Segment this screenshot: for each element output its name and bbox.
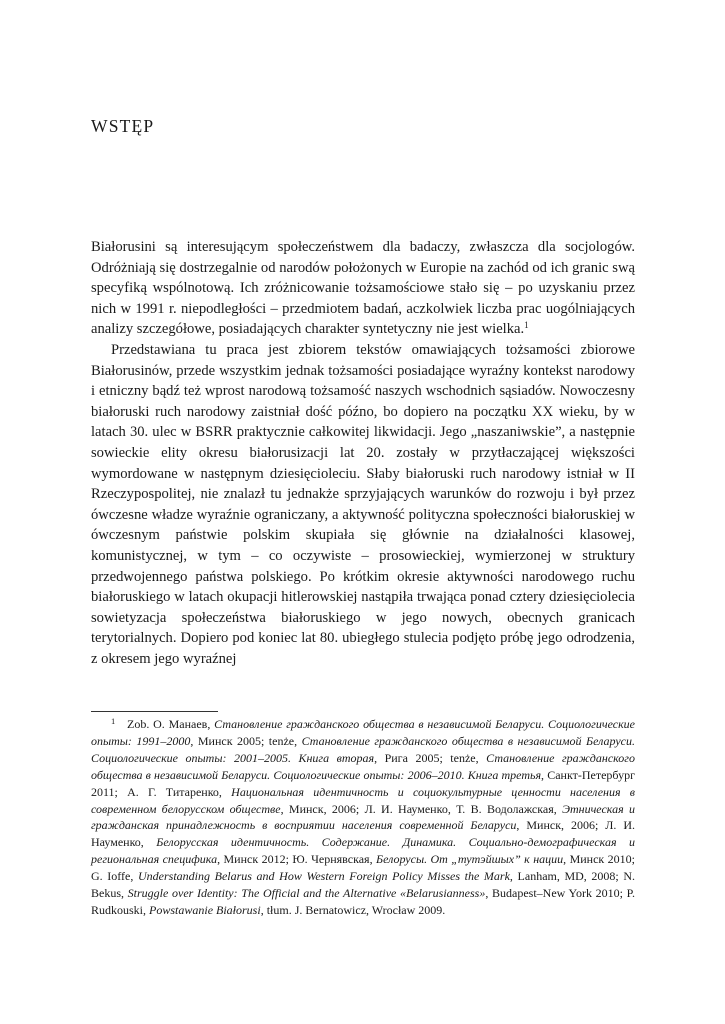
main-text bbox=[91, 237, 635, 669]
footnote-1 bbox=[91, 716, 635, 919]
footnote-title: Powstawanie Białorusi bbox=[149, 902, 261, 917]
footnote-divider bbox=[91, 711, 218, 712]
footnote-segment: , Lanham, MD, 2008; N. Bekus, bbox=[91, 869, 636, 901]
footnote-title: Становление гражданского общества в независимой Беларуси. Социологические опыты: 1991–2000 bbox=[91, 717, 636, 748]
paragraph-1-text: Białorusini są interesującym społeczeństwem dla badaczy, zwłaszcza dla socjologów. Odróżniają się dostrzegalnie od narodów położonych w Europie na zachód od ich granic swą specyfiką wspólnotową. Ich zróżnicowanie tożsamościowe stało się – po uzyskaniu przez nich w 1991 r. niepodległości – przedmiotem badań, aczkolwiek liczba prac uogólniających analizy szczegółowe, posiadających charakter syntetyczny nie jest wielka. bbox=[91, 239, 635, 338]
footnote-title: Национальная идентичность и социокультурные ценности населения в современном белорусском обществе bbox=[91, 784, 635, 816]
footnote-title: Struggle over Identity: The Official and the Alternative «Belarusianness» bbox=[127, 886, 486, 901]
footnote-segment: , Минск 2012; Ю. Чернявская, bbox=[217, 852, 376, 867]
footnote-title: Этническая и гражданская принадлежность в восприятии населения современной Беларуси bbox=[91, 801, 636, 833]
footnote-title: Белорусская идентичность. Содержание. Динамика. Социально-демографическая и региональная специфика bbox=[91, 835, 635, 867]
footnote-segment: , Минск 2010; G. Ioffe, bbox=[91, 852, 635, 884]
footnote-title: Становление гражданского общества в независимой Беларуси. Социологические опыты: 2001–2005. Книга вторая bbox=[91, 733, 635, 765]
paragraph-1 bbox=[91, 237, 635, 340]
paragraph-2: Przedstawiana tu praca jest zbiorem tekstów omawiających tożsamości zbiorowe Białorusinów, przede wszystkim jednak tożsamości posiadające wyraźny kontekst narodowy i etniczny bądź też wprost narodową tożsamość naszych wschodnich sąsiadów. Nowoczesny białoruski ruch narodowy zaistniał dość późno, bo dopiero na początku XX wieku, by w latach 30. ulec w BSRR praktycznie całkowitej likwidacji. Jego „naszaniwskie”, a następnie sowieckie elity okresu białorusizacji lat 20. zostały w przytłaczającej większości wymordowane w następnym dziesięcioleciu. Słaby białoruski ruch narodowy istniał w II Rzeczypospolitej, nie znalazł tu jednakże sprzyjających warunków do rozwoju i był przez ówczesne władze wyraźnie ograniczany, a aktywność polityczna społeczności białoruskiej w ówczesnym państwie polskim skupiała się głównie na działalności klasowej, komunistycznej, w tym – co oczywiste – prosowieckiej, wymierzonej w struktury przedwojennego państwa polskiego. Po krótkim okresie aktywności narodowego ruchu białoruskiego w latach okupacji hitlerowskiej nastąpiła trwająca ponad cztery dziesięciolecia sowietyzacja społeczeństwa białoruskiego w jego nowych, obecnych granicach terytorialnych. Dopiero pod koniec lat 80. ubiegłego stulecia podjęto próbę jego odrodzenia, z okresem jego wyraźnej bbox=[91, 341, 635, 667]
footnote-segment: , Минск, 2006; Л. И. Науменко, bbox=[91, 818, 635, 850]
footnote-segment: , tłum. J. Bernatowicz, Wrocław 2009. bbox=[260, 902, 446, 917]
footnote-text: 1 Zob. О. Манаев, Становление гражданского общества в независимой Беларуси. Социологические опыты: 1991–2000, Минск 2005; tenże, Становление гражданского общества в независимой Беларуси. Социологические опыты: 2001–2005. Книга вторая, Рига 2005; tenże, Становление гражданского общества в независимой Беларуси. Социологические опыты: 2006–2010. Книга третья, Санкт-Петербург 2011; А. Г. Титаренко, Национальная идентичность и социокультурные ценности населения в современном белорусском обществе, Минск, 2006; Л. И. Науменко, Т. В. Водолажская, Этническая и гражданская принадлежность в восприятии населения современной Беларуси, Минск, 2006; Л. И. Науменко, Белорусская идентичность. Содержание. Динамика. Социально-демографическая и региональная специфика, Минск 2012; Ю. Чернявская, Белорусы. От „тутэйшых” к нации, Минск 2010; G. Ioffe, Understanding Belarus and How Western Foreign Policy Misses the Mark, Lanham, MD, 2008; N. Bekus, Struggle over Identity: The Official and the Alternative «Belarusianness», Budapest–New York 2010; P. Rudkouski, Powstawanie Białorusi, tłum. J. Bernatowicz, Wrocław 2009. bbox=[91, 716, 636, 917]
footnote-segment: , Минск, 2006; Л. И. Науменко, Т. В. Водолажская, bbox=[280, 801, 563, 816]
footnote-title: Становление гражданского общества в независимой Беларуси. Социологические опыты: 2006–2010. Книга третья bbox=[91, 750, 635, 782]
footnote-title: Understanding Belarus and How Western Foreign Policy Misses the Mark bbox=[138, 869, 510, 884]
footnote-segment: , Рига 2005; tenże, bbox=[374, 750, 487, 765]
chapter-heading: WSTĘP bbox=[91, 116, 155, 136]
footnote-segment: Zob. О. Манаев, bbox=[127, 717, 215, 731]
footnote-segment: , Budapest–New York 2010; P. Rudkouski, bbox=[91, 886, 635, 917]
footnote-reference: 1 bbox=[524, 320, 529, 331]
footnote-segment: , Минск 2005; tenże, bbox=[190, 733, 302, 748]
footnote-segment: , Санкт-Петербург 2011; А. Г. Титаренко, bbox=[91, 767, 636, 799]
footnote-title: Белорусы. От „тутэйшых” к нации bbox=[375, 852, 564, 867]
